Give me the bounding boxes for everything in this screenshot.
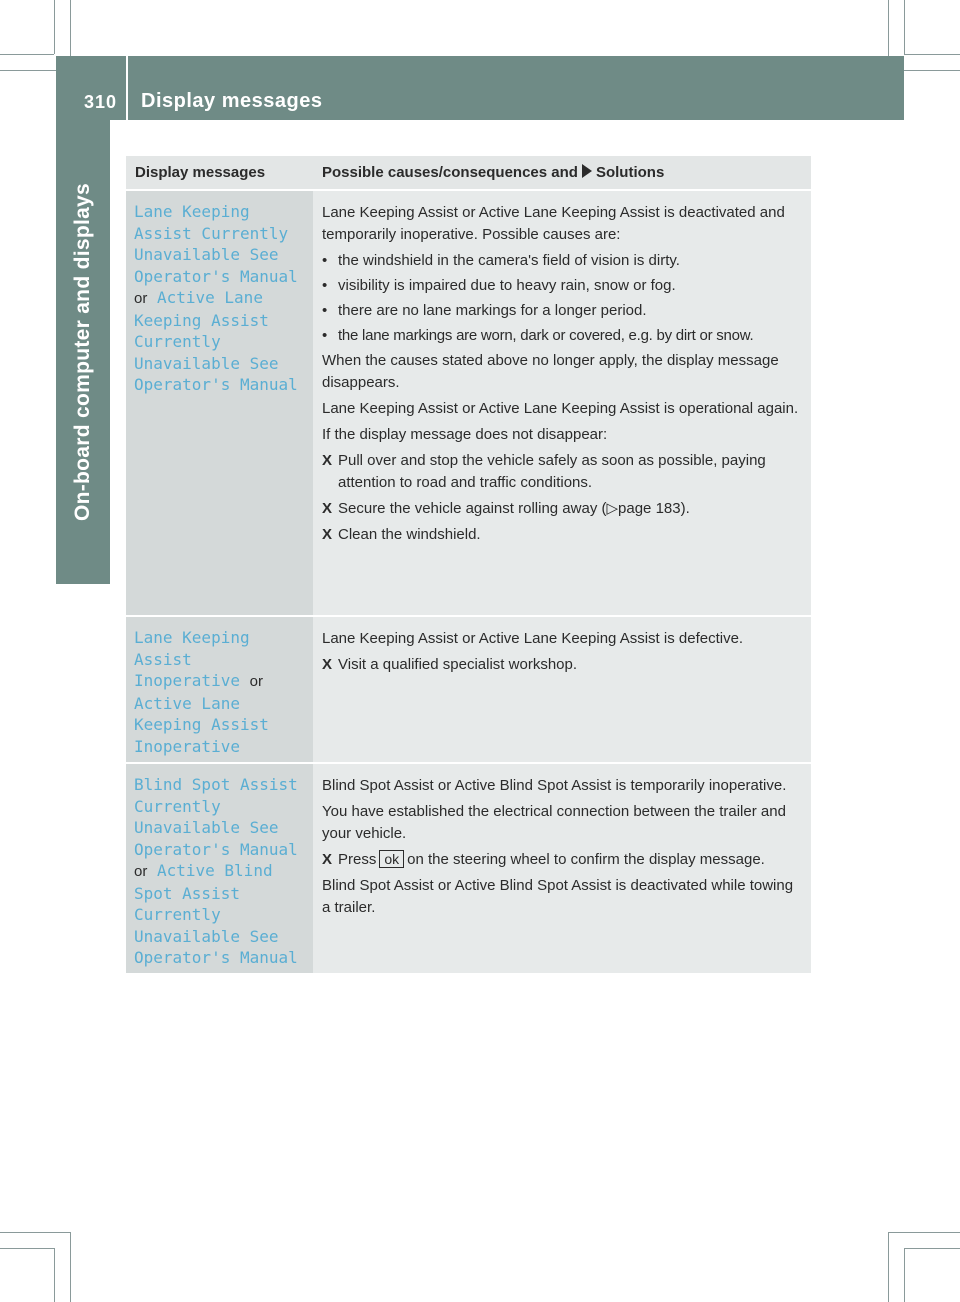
crop-mark — [904, 1248, 905, 1302]
crop-mark — [70, 1232, 71, 1302]
crop-mark — [0, 1248, 54, 1249]
page-reference-link[interactable]: page 183). — [618, 500, 690, 517]
paragraph: When the causes stated above no longer apply, the display message disappears. — [322, 352, 779, 391]
crop-mark — [0, 54, 54, 55]
bullet-icon: • — [322, 277, 328, 294]
table-header — [126, 156, 811, 191]
column-header-causes: Possible causes/consequences and — [322, 164, 578, 181]
message-text: Currently — [134, 796, 221, 816]
message-text: Inoperative — [134, 736, 240, 756]
bullet-item — [322, 300, 805, 322]
crop-mark — [904, 0, 905, 54]
message-text: Assist Currently — [134, 223, 289, 243]
table-row — [126, 617, 811, 764]
solution-cell — [313, 191, 811, 615]
action-text: Pull over and stop the vehicle safely as soon as possible, paying attention to road and traffic conditions. — [338, 452, 766, 491]
action-step — [322, 654, 805, 676]
message-text: Keeping Assist — [134, 310, 269, 330]
column-header-solutions — [313, 156, 811, 189]
message-text: Operator's Manual — [134, 375, 298, 394]
table-row — [126, 191, 811, 617]
crop-mark — [54, 1248, 55, 1302]
action-text: Press — [338, 851, 377, 868]
message-text: Active Lane — [156, 288, 263, 307]
bullet-text: the lane markings are worn, dark or covered, e.g. by dirt or snow. — [338, 327, 754, 344]
paragraph: Blind Spot Assist or Active Blind Spot Assist is temporarily inoperative. — [322, 777, 787, 794]
solution-cell — [313, 764, 811, 973]
action-icon: X — [322, 526, 333, 543]
crop-mark — [0, 1232, 70, 1233]
message-text: Spot Assist — [134, 883, 240, 903]
message-text: Operator's Manual — [134, 266, 298, 286]
action-icon: X — [322, 851, 333, 868]
crop-mark — [888, 1232, 889, 1302]
column-header-messages: Display messages — [135, 164, 266, 181]
action-step — [322, 849, 805, 871]
message-text: Active Lane — [134, 693, 240, 713]
display-message-cell — [126, 764, 313, 973]
solution-cell — [313, 617, 811, 762]
message-text: Unavailable See — [134, 245, 279, 264]
bullet-icon: • — [322, 327, 328, 344]
action-step — [322, 450, 805, 494]
crop-mark — [54, 0, 55, 54]
page-ref-icon: ▷ — [606, 500, 619, 517]
ok-button-icon: ok — [379, 850, 404, 868]
paragraph: Lane Keeping Assist or Active Lane Keeping Assist is operational again. — [322, 400, 799, 417]
bullet-text: there are no lane markings for a longer period. — [338, 302, 647, 319]
bullet-icon: • — [322, 302, 328, 319]
page-number: 310 — [84, 92, 118, 112]
message-text: Inoperative — [134, 671, 240, 690]
message-text: Unavailable See — [134, 818, 279, 837]
paragraph: You have established the electrical connection between the trailer and your vehicle. — [322, 803, 786, 842]
bullet-item — [322, 250, 805, 272]
or-text: or — [249, 673, 263, 690]
message-text: Lane Keeping — [134, 202, 250, 221]
bullet-item — [322, 275, 805, 297]
action-icon: X — [322, 452, 333, 469]
message-text: Operator's Manual — [134, 839, 298, 859]
action-step — [322, 524, 805, 546]
section-tab-label: On-board computer and displays — [71, 182, 94, 522]
message-text: Currently — [134, 332, 221, 351]
bullet-item — [322, 325, 805, 347]
message-text: Currently — [134, 905, 221, 924]
message-text: Keeping Assist — [134, 715, 269, 734]
page-title: Display messages — [141, 90, 323, 112]
crop-mark — [904, 1248, 960, 1249]
paragraph: Lane Keeping Assist or Active Lane Keeping Assist is deactivated and temporarily inoperative. Possible causes are: — [322, 204, 785, 243]
paragraph: If the display message does not disappear: — [322, 426, 608, 443]
action-icon: X — [322, 656, 333, 673]
column-header-solutions-label: Solutions — [595, 164, 665, 181]
crop-mark — [888, 1232, 960, 1233]
or-text: or — [134, 290, 148, 307]
bullet-text: visibility is impaired due to heavy rain, snow or fog. — [338, 277, 676, 294]
action-text: Clean the windshield. — [338, 526, 481, 543]
header-divider — [126, 56, 128, 120]
action-text: Visit a qualified specialist workshop. — [338, 656, 578, 673]
action-text: on the steering wheel to confirm the display message. — [407, 851, 765, 868]
paragraph: Blind Spot Assist or Active Blind Spot Assist is deactivated while towing a trailer. — [322, 877, 794, 916]
or-text: or — [134, 863, 148, 880]
paragraph: Lane Keeping Assist or Active Lane Keeping Assist is defective. — [322, 630, 744, 647]
bullet-text: the windshield in the camera's field of vision is dirty. — [338, 252, 680, 269]
message-text: Active Blind — [156, 861, 273, 880]
arrow-right-icon — [582, 164, 592, 178]
message-text: Lane Keeping — [134, 628, 250, 647]
action-step — [322, 498, 805, 520]
message-text: Unavailable See — [134, 926, 279, 946]
display-message-cell — [126, 617, 313, 762]
crop-mark — [904, 54, 960, 55]
action-icon: X — [322, 500, 333, 517]
message-text: Assist — [134, 649, 192, 669]
action-text: Secure the vehicle against rolling away ( — [338, 500, 607, 517]
message-text: Operator's Manual — [134, 948, 298, 967]
message-text: Blind Spot Assist — [134, 775, 298, 794]
display-messages-table — [126, 156, 811, 975]
display-message-cell — [126, 191, 313, 615]
message-text: Unavailable See — [134, 353, 279, 373]
table-row — [126, 764, 811, 975]
bullet-icon: • — [322, 252, 328, 269]
